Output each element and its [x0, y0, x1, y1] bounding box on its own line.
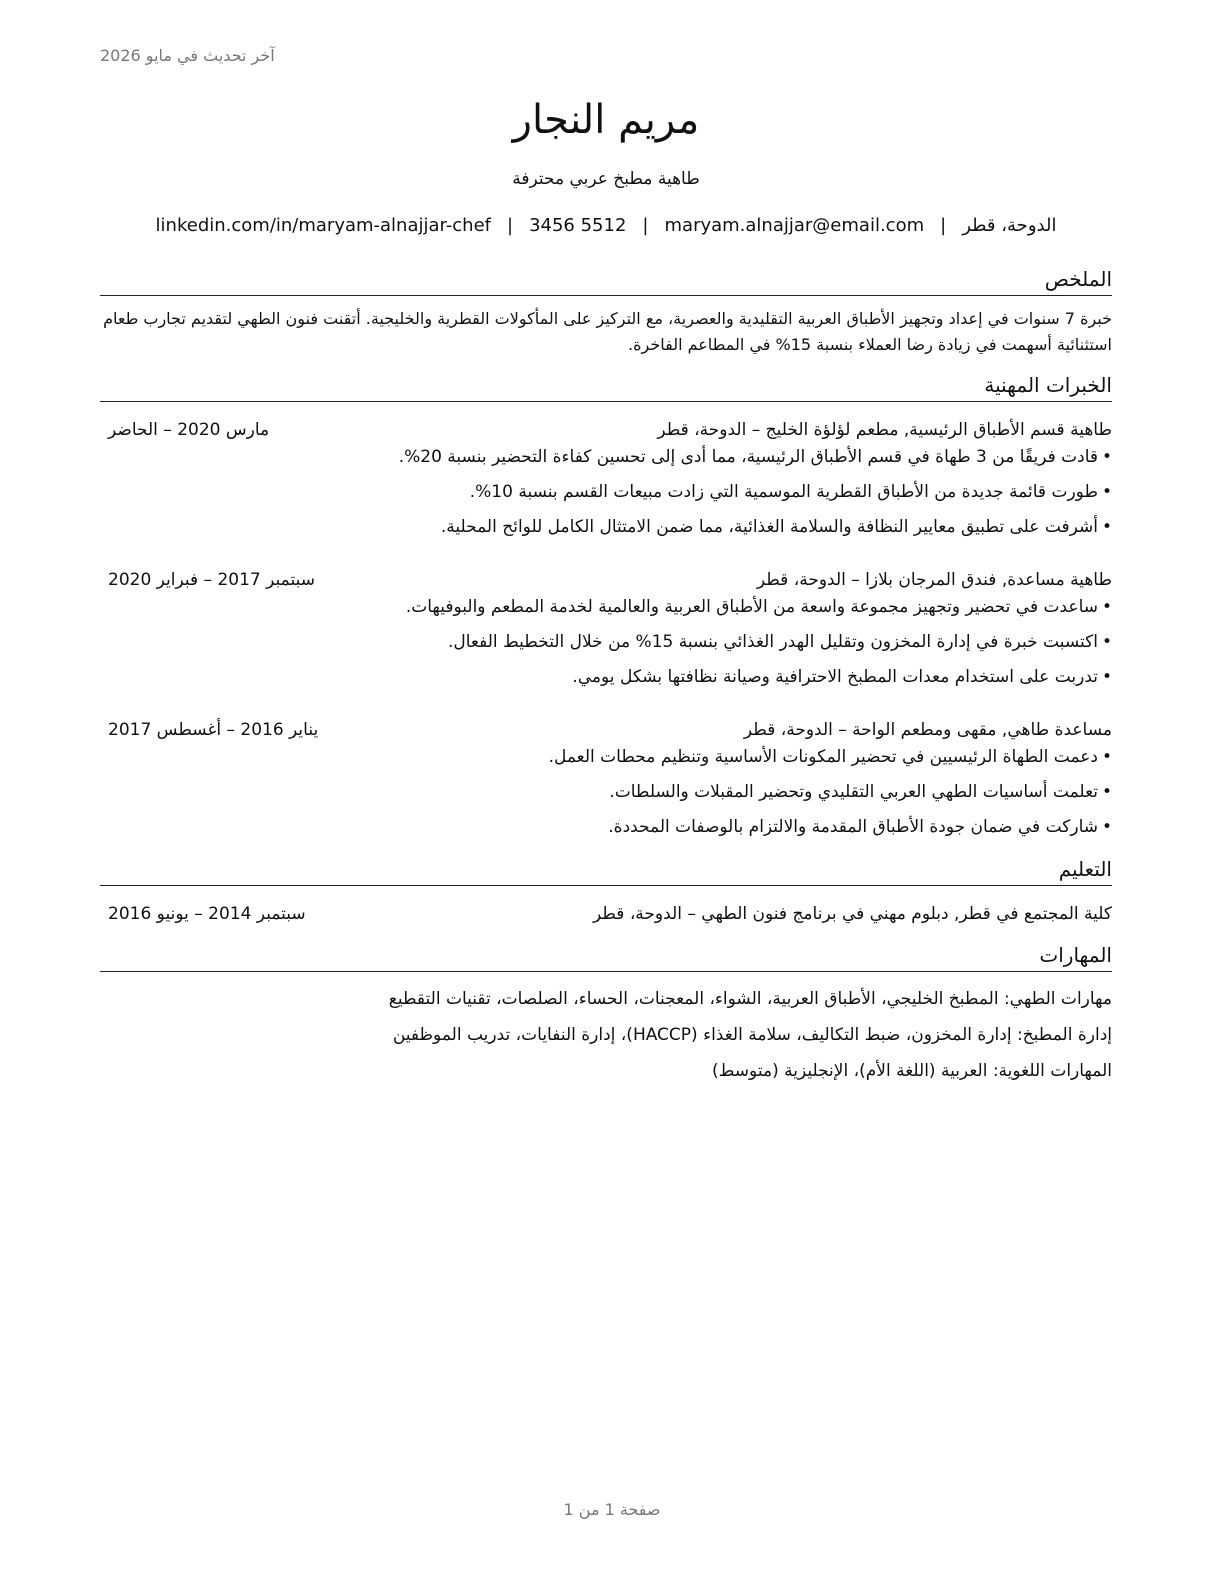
job-title: طاهية مطبخ عربي محترفة — [512, 169, 700, 189]
job-bullet: •دعمت الطهاة الرئيسيين في تحضير المكونات الأساسية وتنظيم محطات العمل. — [100, 744, 1112, 770]
contact-separator: | — [507, 215, 514, 236]
bullet-icon: • — [1101, 747, 1112, 767]
job-bullet: •طورت قائمة جديدة من الأطباق القطرية الموسمية التي زادت مبيعات القسم بنسبة 10%. — [100, 479, 1112, 505]
job-bullet: •شاركت في ضمان جودة الأطباق المقدمة والالتزام بالوصفات المحددة. — [100, 814, 1112, 840]
section-heading-skills: المهارات — [100, 940, 1112, 972]
job-bullet: •تدربت على استخدام معدات المطبخ الاحترافية وصيانة نظافتها بشكل يومي. — [100, 664, 1112, 690]
contact-separator: | — [642, 215, 649, 236]
bullet-icon: • — [1101, 817, 1112, 837]
bullet-icon: • — [1101, 782, 1112, 802]
summary-section — [100, 264, 1112, 358]
experience-section — [100, 370, 1112, 840]
skills-line: مهارات الطهي: المطبخ الخليجي، الأطباق العربية، الشواء، المعجنات، الحساء، الصلصات، تقنيات التقطيع — [388, 989, 1112, 1009]
bullet-icon: • — [1101, 667, 1112, 687]
skills-section — [100, 940, 1112, 1084]
job-bullet: •تعلمت أساسيات الطهي العربي التقليدي وتحضير المقبلات والسلطات. — [100, 779, 1112, 805]
bullet-icon: • — [1101, 517, 1112, 537]
job-entry-dates: سبتمبر 2017 – فبراير 2020 — [108, 570, 315, 590]
contact-email[interactable]: maryam.alnajjar@email.com — [664, 215, 925, 236]
resume-page — [100, 90, 1112, 1084]
skills-line: إدارة المطبخ: إدارة المخزون، ضبط التكاليف، سلامة الغذاء (HACCP)، إدارة النفايات، تدريب الموظفين — [392, 1025, 1112, 1045]
job-entry-title: طاهية مساعدة, فندق المرجان بلازا – الدوحة، قطر — [756, 570, 1112, 590]
bullet-icon: • — [1101, 482, 1112, 502]
job-bullet: •قادت فريقًا من 3 طهاة في قسم الأطباق الرئيسية، مما أدى إلى تحسين كفاءة التحضير بنسبة 20%. — [100, 444, 1112, 470]
page-number: صفحة 1 من 1 — [563, 1500, 661, 1519]
job-entry-dates: يناير 2016 – أغسطس 2017 — [108, 720, 319, 740]
section-heading-experience: الخبرات المهنية — [100, 370, 1112, 402]
job-entry-title: طاهية قسم الأطباق الرئيسية, مطعم لؤلؤة الخليج – الدوحة، قطر — [657, 420, 1112, 440]
skills-line: المهارات اللغوية: العربية (اللغة الأم)، الإنجليزية (متوسط) — [712, 1061, 1112, 1081]
contact-location: الدوحة، قطر — [962, 215, 1057, 236]
contact-linkedin[interactable]: linkedin.com/in/maryam-alnajjar-chef — [155, 215, 491, 236]
job-bullet: •ساعدت في تحضير وتجهيز مجموعة واسعة من الأطباق العربية والعالمية لخدمة المطعم والبوفيهات. — [100, 594, 1112, 620]
bullet-icon: • — [1101, 597, 1112, 617]
last-updated: آخر تحديث في مايو 2026 — [100, 46, 275, 65]
contact-line — [100, 212, 1112, 240]
job-bullet: •اكتسبت خبرة في إدارة المخزون وتقليل الهدر الغذائي بنسبة 15% من خلال التخطيط الفعال. — [100, 629, 1112, 655]
contact-separator: | — [940, 215, 947, 236]
job-entry — [100, 566, 1112, 690]
job-entry-title: مساعدة طاهي, مقهى ومطعم الواحة – الدوحة، قطر — [743, 720, 1112, 740]
candidate-name: مريم النجار — [512, 97, 700, 143]
job-entry — [100, 716, 1112, 840]
education-dates: سبتمبر 2014 – يونيو 2016 — [108, 904, 306, 924]
bullet-icon: • — [1101, 447, 1112, 467]
section-heading-education: التعليم — [100, 854, 1112, 886]
job-bullet: •أشرفت على تطبيق معايير النظافة والسلامة الغذائية، مما ضمن الامتثال الكامل للوائح المحلية. — [100, 514, 1112, 540]
bullet-icon: • — [1101, 632, 1112, 652]
job-entry-dates: مارس 2020 – الحاضر — [108, 420, 270, 440]
contact-phone: 3456 5512 — [529, 215, 627, 236]
education-section — [100, 854, 1112, 928]
education-entry: كلية المجتمع في قطر, دبلوم مهني في برنامج فنون الطهي – الدوحة، قطر — [592, 904, 1112, 924]
section-heading-summary: الملخص — [100, 264, 1112, 296]
job-entry — [100, 416, 1112, 540]
summary-text: خبرة 7 سنوات في إعداد وتجهيز الأطباق العربية التقليدية والعصرية، مع التركيز على المأكولات القطرية والخليجية. أتقنت فنون الطهي لتقديم تجارب طعام استثنائية أسهمت في زيادة رضا العملاء بنسبة 15% في المطاعم الفاخرة. — [103, 309, 1112, 354]
